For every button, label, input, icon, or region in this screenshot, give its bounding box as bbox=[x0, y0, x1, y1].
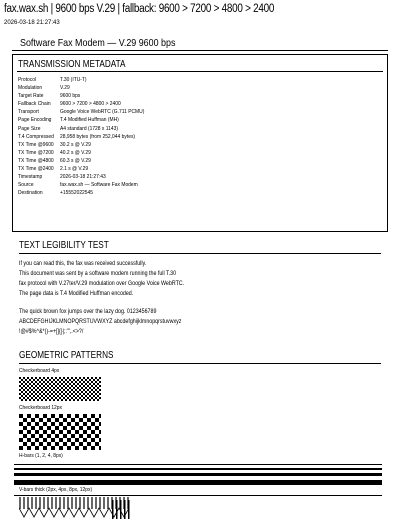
metadata-value: 30.2 s @ V.29 bbox=[60, 141, 91, 148]
metadata-divider bbox=[17, 71, 383, 72]
metadata-value: 60.3 s @ V.29 bbox=[60, 157, 91, 164]
legibility-line: fax protocol with V.27ter/V.29 modulation over Google Voice WebRTC. bbox=[19, 280, 185, 287]
metadata-key: Source bbox=[18, 182, 34, 189]
metadata-value: T.4 Modified Huffman (MH) bbox=[60, 117, 119, 124]
metadata-key: Timestamp bbox=[18, 174, 43, 181]
fax-header-line: fax.wax.sh | 9600 bps V.29 | fallback: 9600 > 7200 > 4800 > 2400 bbox=[4, 3, 275, 15]
metadata-key: Transport bbox=[18, 109, 39, 116]
metadata-key: TX Time @7200 bbox=[18, 149, 54, 156]
hbar-1px bbox=[14, 464, 382, 465]
vbars-top-rule bbox=[14, 495, 382, 496]
metadata-key: TX Time @2400 bbox=[18, 166, 54, 173]
metadata-key: Protocol bbox=[18, 77, 37, 83]
title-divider bbox=[12, 50, 388, 51]
legibility-line: The page data is T.4 Modified Huffman encoded. bbox=[19, 290, 134, 297]
metadata-value: +15552022545 bbox=[60, 190, 94, 197]
metadata-value: 40.2 s @ V.29 bbox=[60, 149, 91, 156]
metadata-key: Fallback Chain bbox=[18, 101, 51, 108]
legibility-line: !@#$%^&*()-=+[]{}|;:'",.<>?/ bbox=[19, 328, 84, 335]
legibility-line: The quick brown fox jumps over the lazy dog. 0123456789 bbox=[19, 308, 157, 315]
metadata-value: T.30 (ITU-T) bbox=[60, 77, 87, 83]
metadata-value: V.29 bbox=[60, 85, 70, 92]
metadata-value: Google Voice WebRTC (G.711 PCMU) bbox=[60, 109, 145, 116]
pattern-caption-checker-coarse: Checkerboard 12px bbox=[19, 405, 63, 411]
metadata-value: 2026-03-18 21:27:43 bbox=[60, 174, 106, 181]
metadata-value: 28,958 bytes (from 252,044 bytes) bbox=[60, 133, 136, 140]
metadata-value: A4 standard (1728 x 1143) bbox=[60, 125, 118, 132]
hbar-2px bbox=[14, 468, 382, 470]
fax-header-timestamp: 2026-03-18 21:27:43 bbox=[4, 20, 60, 26]
metadata-key: TX Time @9600 bbox=[18, 141, 54, 148]
metadata-key: TX Time @4800 bbox=[18, 157, 54, 164]
metadata-key: Destination bbox=[18, 190, 43, 197]
metadata-heading: TRANSMISSION METADATA bbox=[18, 59, 126, 70]
hbar-4px bbox=[14, 473, 382, 476]
geometric-heading: GEOMETRIC PATTERNS bbox=[19, 350, 114, 361]
metadata-key: Modulation bbox=[18, 85, 43, 92]
metadata-key: Page Encoding bbox=[18, 117, 52, 124]
horizontal-bars-pattern bbox=[14, 464, 382, 485]
hbar-8px bbox=[14, 480, 382, 485]
pattern-caption-hbars: H-bars (1, 2, 4, 8px) bbox=[19, 453, 63, 459]
metadata-value: 2.1 s @ V.29 bbox=[60, 166, 89, 173]
checkerboard-coarse-pattern bbox=[19, 414, 101, 450]
metadata-value: fax.wax.sh — Software Fax Modem bbox=[60, 182, 138, 189]
legibility-line: ABCDEFGHIJKLMNOPQRSTUVWXYZ abcdefghijklmnopqrstuvwxyz bbox=[19, 318, 182, 325]
legibility-line: If you can read this, the fax was received successfully. bbox=[19, 260, 147, 267]
metadata-value: 9600 > 7200 > 4800 > 2400 bbox=[60, 101, 121, 108]
legibility-divider bbox=[19, 253, 381, 254]
metadata-key: Target Rate bbox=[18, 93, 44, 100]
metadata-key: T.4 Compressed bbox=[18, 133, 54, 140]
geometric-divider bbox=[19, 363, 381, 364]
document-title: Software Fax Modem — V.29 9600 bps bbox=[20, 37, 176, 49]
pattern-caption-checker-fine: Checkerboard 4px bbox=[19, 368, 60, 374]
pattern-caption-vbars: V-bars thick (2px, 4px, 8px, 12px) bbox=[19, 487, 93, 493]
checkerboard-fine-pattern bbox=[19, 377, 101, 401]
legibility-line: This document was sent by a software modem running the full T.30 bbox=[19, 270, 177, 277]
metadata-key: Page Size bbox=[18, 125, 41, 132]
legibility-heading: TEXT LEGIBILITY TEST bbox=[19, 240, 109, 251]
metadata-value: 9600 bps bbox=[60, 93, 81, 100]
metadata-box bbox=[12, 54, 388, 232]
vbars-thick-pattern bbox=[112, 500, 132, 519]
